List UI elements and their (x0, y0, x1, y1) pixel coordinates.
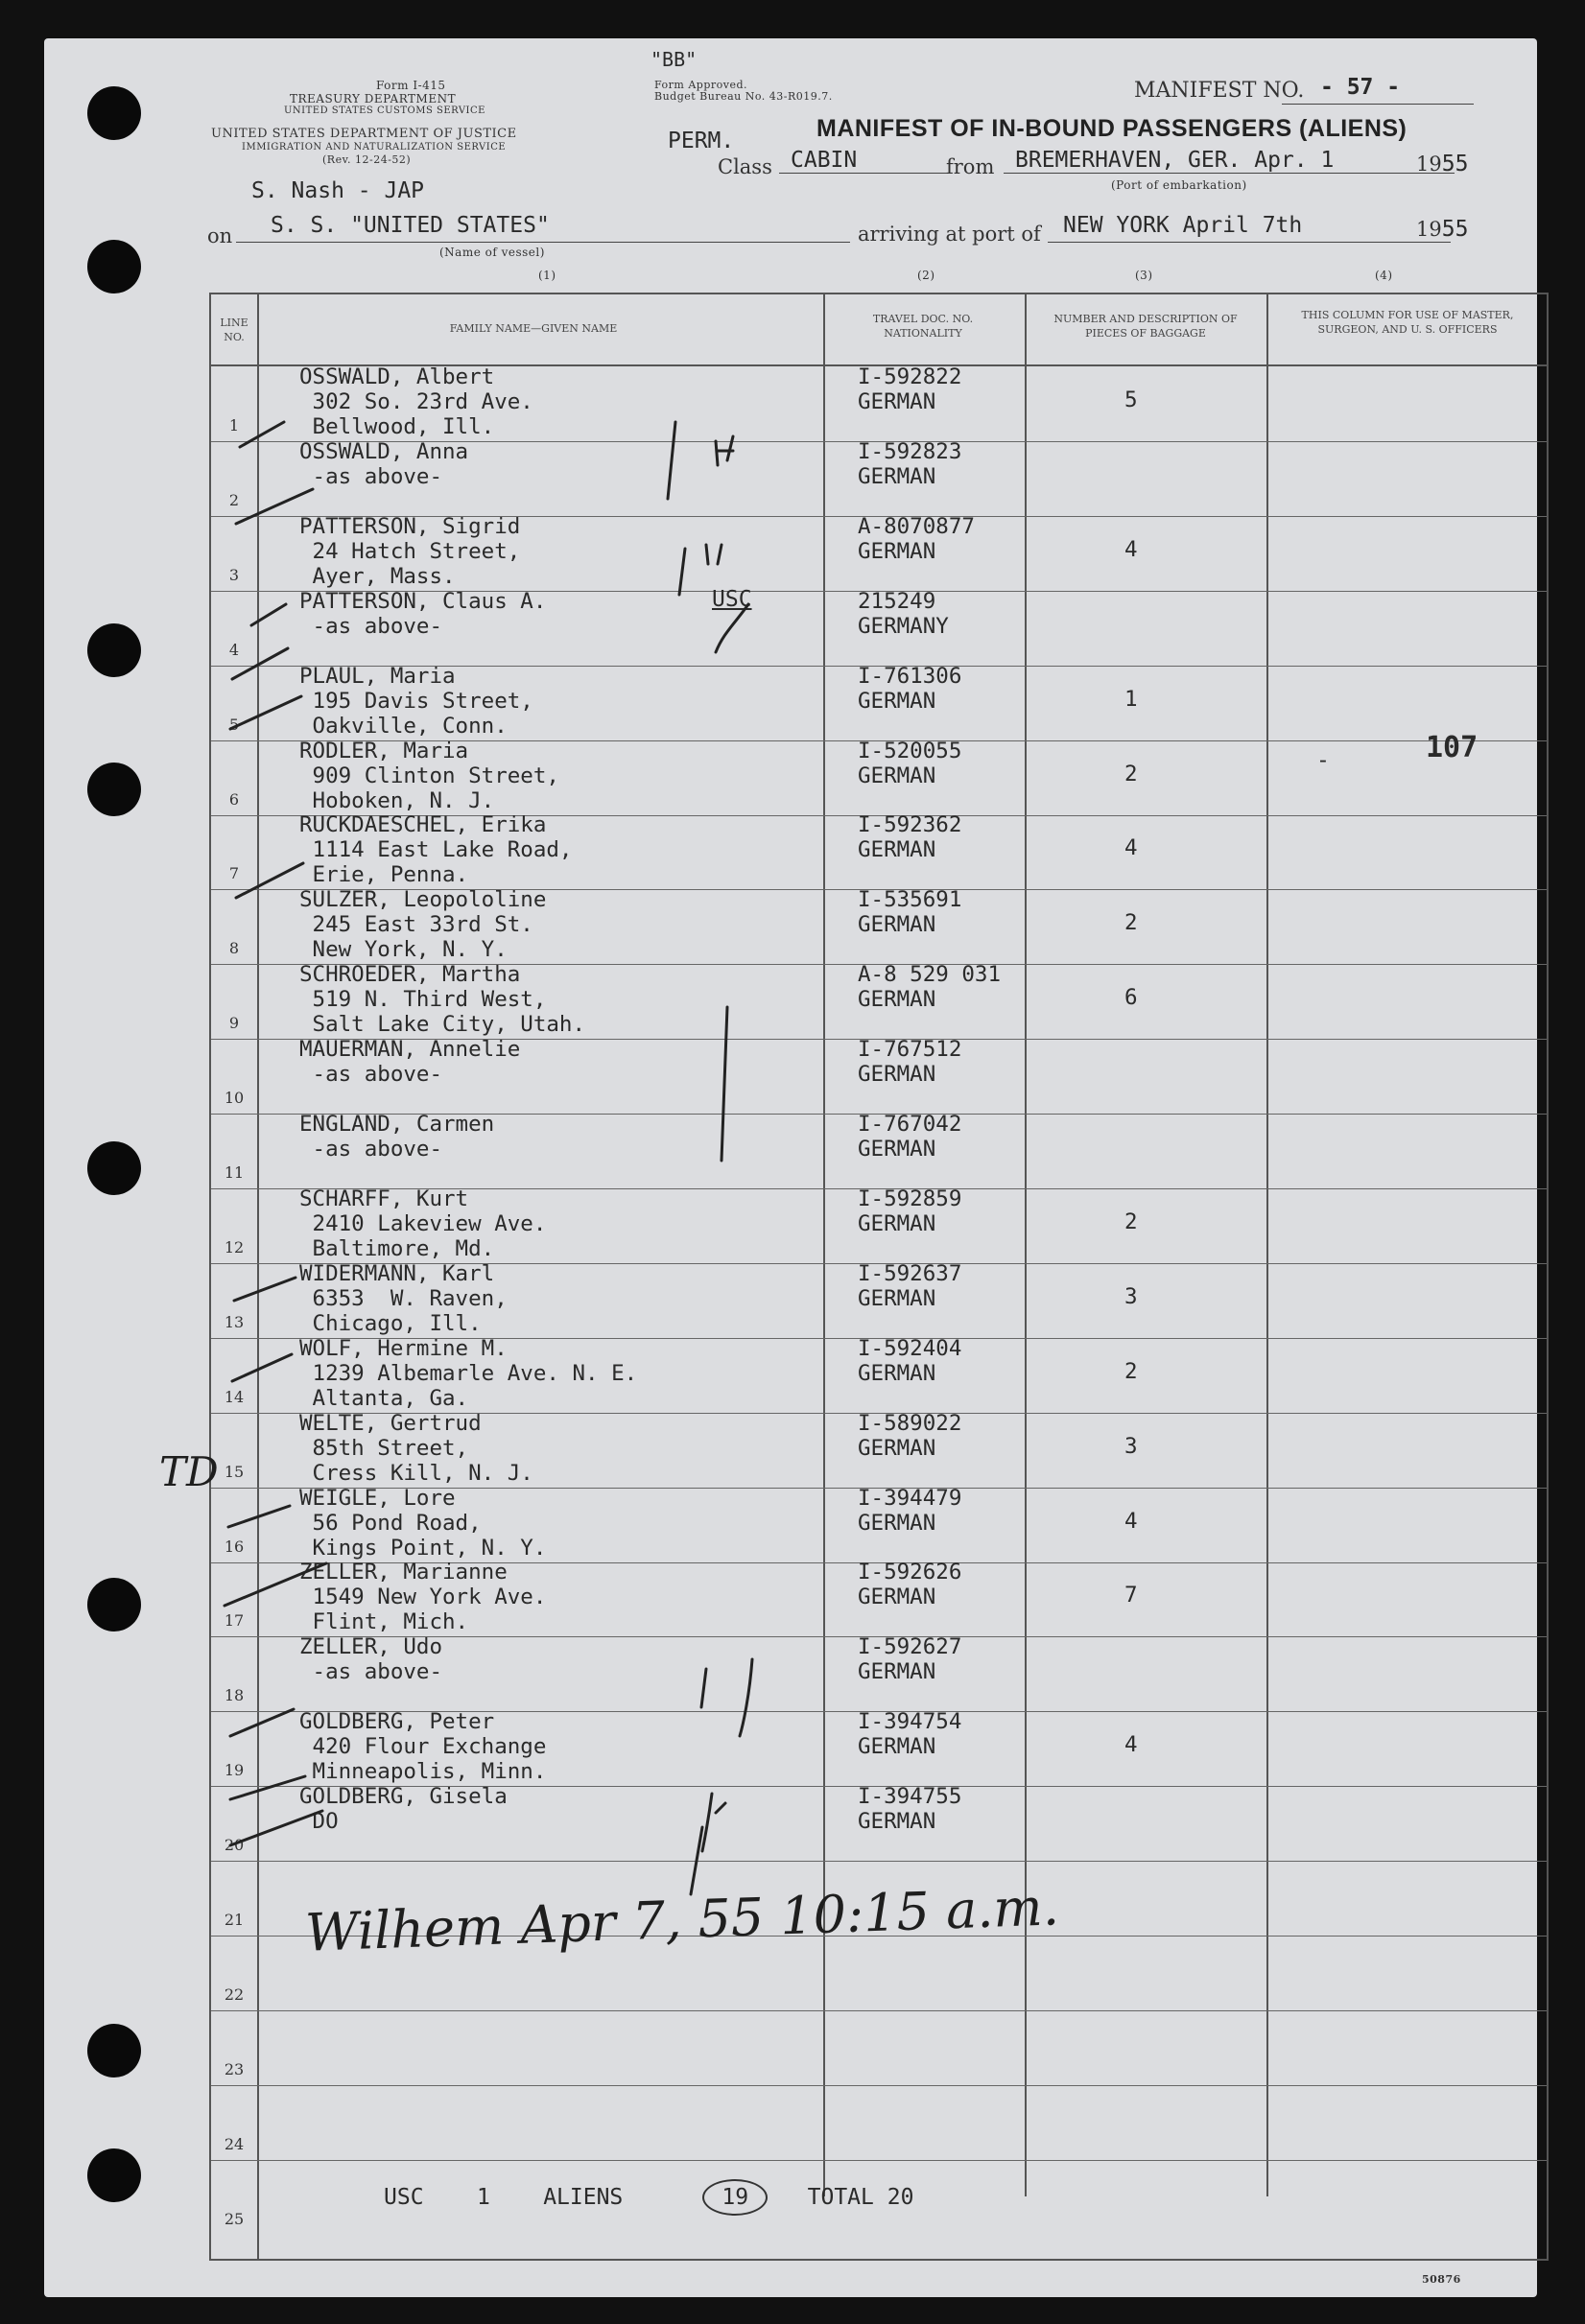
passenger-name-address: WIDERMANN, Karl 6353 W. Raven, Chicago, Ill. (299, 1261, 508, 1336)
travel-doc-nationality: I-592859 GERMAN (858, 1186, 962, 1236)
line-number: 15 (224, 1463, 245, 1481)
year-suffix: 55 (1441, 152, 1469, 176)
baggage-count: 2 (1124, 910, 1138, 935)
baggage-count: 6 (1124, 985, 1138, 1010)
form-number: Form I-415 (376, 79, 446, 92)
passenger-name-address: ZELLER, Udo -as above- (299, 1634, 443, 1684)
customs-service: UNITED STATES CUSTOMS SERVICE (284, 106, 485, 116)
passenger-name-address: GOLDBERG, Peter 420 Flour Exchange Minneapolis, Minn. (299, 1709, 547, 1784)
line-number: 2 (228, 491, 240, 509)
col-num-1: (1) (538, 269, 556, 282)
line-number: 21 (224, 1911, 245, 1929)
passenger-name-address: RUCKDAESCHEL, Erika 1114 East Lake Road, Erie, Penna. (299, 812, 573, 887)
line-number: 10 (224, 1089, 245, 1107)
line-number: 16 (224, 1538, 245, 1556)
passenger-name-address: PATTERSON, Claus A. -as above- (299, 589, 547, 639)
line-number: 12 (224, 1238, 245, 1256)
baggage-count: 4 (1124, 1509, 1138, 1534)
travel-doc-nationality: I-589022 GERMAN (858, 1411, 962, 1461)
passenger-name-address: RODLER, Maria 909 Clinton Street, Hoboken, N. J. (299, 739, 559, 813)
manifest-no-label: MANIFEST NO. (1134, 79, 1305, 103)
line-number: 3 (228, 566, 240, 584)
line-number: 4 (228, 641, 240, 659)
line-number: 24 (224, 2135, 245, 2153)
usc-count: 1 (476, 2185, 490, 2210)
passenger-name-address: SCHROEDER, Martha 519 N. Third West, Salt Lake City, Utah. (299, 962, 586, 1037)
passenger-name-address: PATTERSON, Sigrid 24 Hatch Street, Ayer, Mass. (299, 514, 521, 589)
class-label: Class (718, 155, 772, 178)
footer-code: 50876 (1422, 2273, 1461, 2286)
line-number: 17 (224, 1611, 245, 1630)
year-prefix-2: 19 (1416, 218, 1442, 241)
travel-doc-nationality: I-592637 GERMAN (858, 1261, 962, 1311)
travel-doc-nationality: I-767042 GERMAN (858, 1112, 962, 1162)
col-header-officers: THIS COLUMN FOR USE OF MASTER, SURGEON, AND U. S. OFFICERS (1301, 309, 1514, 336)
baggage-count: 4 (1124, 1732, 1138, 1757)
travel-doc-nationality: A-8070877 GERMAN (858, 514, 975, 564)
arriving-label: arriving at port of (858, 223, 1041, 246)
baggage-count: 3 (1124, 1434, 1138, 1459)
travel-doc-nationality: I-592822 GERMAN (858, 364, 962, 414)
travel-doc-nationality: I-394755 GERMAN (858, 1784, 962, 1834)
port-embarkation-label: (Port of embarkation) (1111, 178, 1247, 192)
handwritten-stamp: Wilhem Apr 7, 55 10:15 a.m. (304, 1876, 1060, 1963)
baggage-count: 2 (1124, 1359, 1138, 1384)
handwritten-ticks (44, 38, 1537, 2297)
travel-doc-nationality: I-767512 GERMAN (858, 1037, 962, 1087)
travel-doc-nationality: I-592627 GERMAN (858, 1634, 962, 1684)
line-number: 13 (224, 1313, 245, 1331)
baggage-count: 5 (1124, 387, 1138, 412)
line-number: 22 (224, 1985, 245, 2004)
line-number: 18 (224, 1686, 245, 1704)
travel-doc-nationality: I-394754 GERMAN (858, 1709, 962, 1759)
manifest-number: - 57 - (1320, 75, 1401, 100)
line-number: 23 (224, 2060, 245, 2078)
travel-doc-nationality: I-592823 GERMAN (858, 439, 962, 489)
perm-label: PERM. (668, 129, 735, 153)
passenger-name-address: GOLDBERG, Gisela DO (299, 1784, 508, 1834)
passenger-name-address: WOLF, Hermine M. 1239 Albemarle Ave. N. E. Altanta, Ga. (299, 1336, 638, 1411)
baggage-count: 7 (1124, 1583, 1138, 1608)
travel-doc-nationality: I-761306 GERMAN (858, 664, 962, 714)
officer-number: 107 (1426, 731, 1479, 764)
officer-dash: - (1316, 748, 1330, 773)
line-number: 1 (228, 416, 240, 434)
aliens-label: ALIENS (543, 2185, 624, 2210)
passenger-name-address: OSSWALD, Albert 302 So. 23rd Ave. Bellwood, Ill. (299, 364, 533, 439)
baggage-count: 2 (1124, 762, 1138, 786)
line-number: 7 (228, 864, 240, 882)
year-prefix: 19 (1416, 153, 1442, 176)
baggage-count: 1 (1124, 687, 1138, 712)
department-of-justice: UNITED STATES DEPARTMENT OF JUSTICE (211, 127, 517, 141)
manifest-number-value: 57 (1346, 75, 1374, 100)
col-header-travel-doc: TRAVEL DOC. NO. NATIONALITY (872, 313, 974, 340)
col-header-name: FAMILY NAME—GIVEN NAME (449, 322, 618, 335)
baggage-count: 2 (1124, 1209, 1138, 1234)
line-number: 19 (224, 1761, 245, 1779)
line-number: 8 (228, 939, 240, 957)
line-number: 25 (224, 2210, 245, 2228)
baggage-count: 4 (1124, 537, 1138, 562)
total-label: TOTAL (807, 2185, 874, 2210)
revision-date: (Rev. 12-24-52) (322, 153, 412, 166)
travel-doc-nationality: I-592626 GERMAN (858, 1560, 962, 1609)
vessel-name: S. S. "UNITED STATES" (271, 213, 550, 238)
line-number: 9 (228, 1014, 240, 1032)
travel-doc-nationality: I-592404 GERMAN (858, 1336, 962, 1386)
manifest-page (44, 38, 1537, 2297)
travel-doc-nationality: I-520055 GERMAN (858, 739, 962, 788)
travel-doc-nationality: I-592362 GERMAN (858, 812, 962, 862)
budget-bureau: Budget Bureau No. 43-R019.7. (654, 90, 833, 103)
class-value: CABIN (791, 148, 858, 173)
passenger-name-address: SULZER, Leopololine 245 East 33rd St. New York, N. Y. (299, 887, 547, 962)
passenger-name-address: OSSWALD, Anna -as above- (299, 439, 469, 489)
col-num-3: (3) (1135, 269, 1153, 282)
bb-label: "BB" (651, 48, 698, 71)
vessel-label: (Name of vessel) (439, 246, 545, 259)
passenger-name-address: ZELLER, Marianne 1549 New York Ave. Flint, Mich. (299, 1560, 547, 1634)
margin-mark: TD (159, 1448, 219, 1495)
col-header-line-no: LINE NO. (220, 317, 248, 343)
passenger-name-address: WELTE, Gertrud 85th Street, Cress Kill, N. J. (299, 1411, 533, 1486)
treasury-department: TREASURY DEPARTMENT (290, 92, 457, 106)
passenger-name-address: MAUERMAN, Annelie -as above- (299, 1037, 521, 1087)
line-number: 20 (224, 1836, 245, 1854)
line-number: 14 (224, 1388, 245, 1406)
arrival-port: NEW YORK April 7th (1063, 213, 1303, 238)
travel-doc-nationality: I-394479 GERMAN (858, 1486, 962, 1536)
passenger-name-address: SCHARFF, Kurt 2410 Lakeview Ave. Baltimore, Md. (299, 1186, 547, 1261)
embarkation-port: BREMERHAVEN, GER. Apr. 1 (1015, 148, 1335, 173)
travel-doc-nationality: 215249 GERMANY (858, 589, 949, 639)
passenger-name-address: ENGLAND, Carmen -as above- (299, 1112, 495, 1162)
on-label: on (207, 224, 233, 247)
form-approved: Form Approved. (654, 79, 748, 91)
line-number: 11 (224, 1163, 245, 1182)
year-suffix-2: 55 (1441, 217, 1469, 242)
baggage-count: 3 (1124, 1284, 1138, 1309)
total-count: 20 (887, 2185, 914, 2210)
usc-label: USC (384, 2185, 424, 2210)
travel-doc-nationality: A-8 529 031 GERMAN (858, 962, 1002, 1012)
travel-doc-nationality: I-535691 GERMAN (858, 887, 962, 937)
passenger-name-address: PLAUL, Maria 195 Davis Street, Oakville, Conn. (299, 664, 533, 739)
inspector-name: S. Nash - JAP (251, 178, 425, 203)
aliens-count: 19 (702, 2179, 768, 2216)
ins-service: IMMIGRATION AND NATURALIZATION SERVICE (242, 142, 507, 153)
passenger-name-address: WEIGLE, Lore 56 Pond Road, Kings Point, N. Y. (299, 1486, 547, 1561)
usc-mark: USC (712, 587, 752, 612)
manifest-title: MANIFEST OF IN-BOUND PASSENGERS (ALIENS) (816, 115, 1408, 142)
from-label: from (946, 155, 995, 178)
col-num-2: (2) (917, 269, 935, 282)
col-header-baggage: NUMBER AND DESCRIPTION OF PIECES OF BAGGAGE (1053, 313, 1238, 340)
line-number: 6 (228, 790, 240, 809)
col-num-4: (4) (1375, 269, 1393, 282)
baggage-count: 4 (1124, 835, 1138, 860)
line-number: 5 (228, 716, 240, 734)
